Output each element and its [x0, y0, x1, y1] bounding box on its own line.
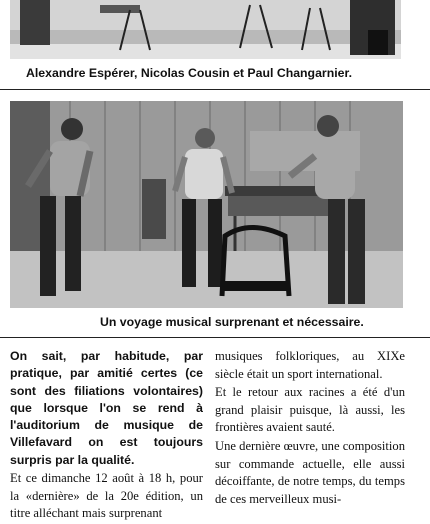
main-photo	[10, 101, 403, 308]
article-column-2	[215, 348, 405, 509]
article-paragraph: musiques folkloriques, au XIXe siècle était un sport international.	[215, 349, 405, 381]
article-paragraph: Et le retour aux racines a été d'un grand plaisir puisque, là aussi, les frontières avaient sauté.	[215, 385, 405, 435]
article-paragraph: Une dernière œuvre, une composition sur commande actuelle, elle aussi décoiffante, de notre temps, du temps de ces merveilleux musi-	[215, 438, 405, 506]
article-column-1	[10, 348, 203, 524]
top-photo-caption: Alexandre Espérer, Nicolas Cousin et Paul Changarnier.	[26, 66, 352, 80]
article-paragraph: Et ce dimanche 12 août à 18 h, pour la «dernière» de la 20e édition, un titre alléchant mais surprenant	[10, 471, 203, 521]
main-photo-caption: Un voyage musical surprenant et nécessaire.	[100, 315, 364, 329]
top-photo	[10, 0, 401, 59]
divider	[0, 89, 430, 90]
divider	[0, 337, 430, 338]
article-lead: On sait, par habitude, par pratique, par amitié certes (ce sont des filiations volontaires) que lorsque l'on se rend à l'auditorium de musique de Villefavard on est toujours surpris par la qualité.	[10, 349, 203, 467]
